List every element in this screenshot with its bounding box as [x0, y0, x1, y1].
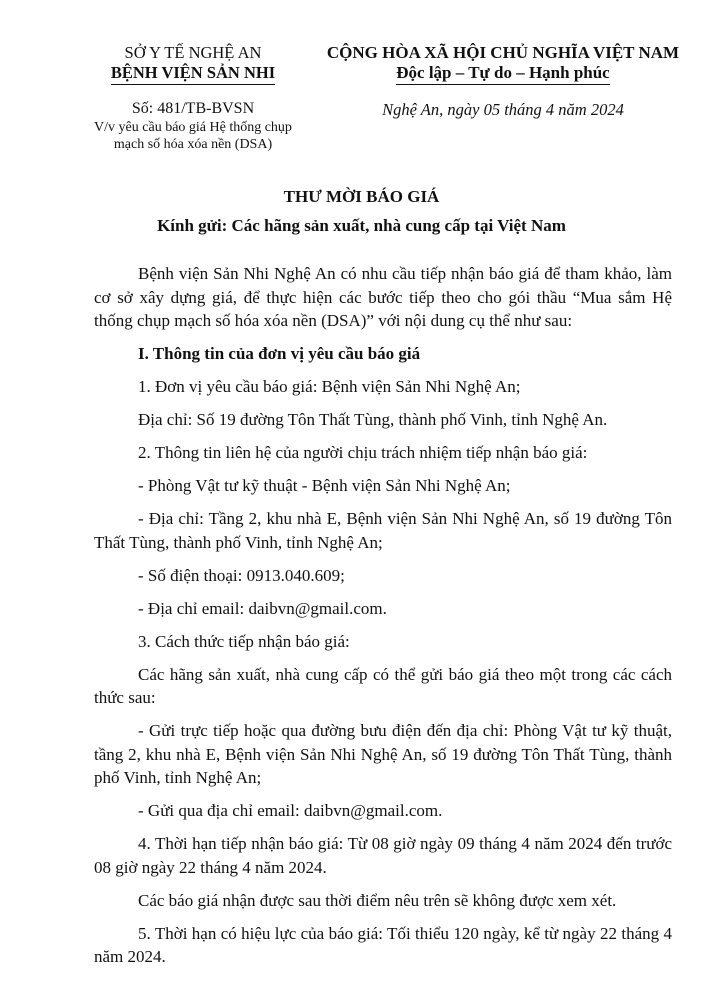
document-title: THƯ MỜI BÁO GIÁ — [283, 187, 440, 206]
body-paragraph: 1. Đơn vị yêu cầu báo giá: Bệnh viện Sản Nhi Nghệ An; — [138, 377, 521, 396]
document-date: Nghệ An, ngày 05 tháng 4 năm 2024 — [382, 100, 624, 119]
body-paragraph: 4. Thời hạn tiếp nhận báo giá: Từ 08 giờ ngày 09 tháng 4 năm 2024 đến trước 08 giờ ngày 22 tháng 4 năm 2024. — [94, 834, 672, 877]
body-paragraph: - Gửi trực tiếp hoặc qua đường bưu điện đến địa chỉ: Phòng Vật tư kỹ thuật, tầng 2, khu nhà E, Bệnh viện Sản Nhi Nghệ An, số 19 đường Tôn Thất Tùng, thành phố Vinh, tỉnh Nghệ An; — [94, 721, 672, 787]
issuer-block — [58, 43, 328, 153]
body-paragraph: - Gửi qua địa chỉ email: daibvn@gmail.com. — [138, 801, 443, 820]
body-paragraph: - Địa chỉ: Tầng 2, khu nhà E, Bệnh viện Sản Nhi Nghệ An, số 19 đường Tôn Thất Tùng, thành phố Vinh, tỉnh Nghệ An; — [94, 509, 672, 552]
intro-paragraph: Bệnh viện Sản Nhi Nghệ An có nhu cầu tiếp nhận báo giá để tham khảo, làm cơ sở xây dựng giá, để thực hiện các bước tiếp theo cho gói thầu “Mua sắm Hệ thống chụp mạch số hóa xóa nền (DSA)” với nội dung cụ thể như sau: — [94, 264, 672, 330]
subject-line-1: V/v yêu cầu báo giá Hệ thống chụp — [94, 120, 292, 135]
national-motto: Độc lập – Tự do – Hạnh phúc — [396, 63, 609, 85]
section-heading: I. Thông tin của đơn vị yêu cầu báo giá — [138, 344, 421, 363]
document-body — [94, 262, 672, 978]
national-heading — [302, 43, 704, 120]
body-paragraph: 3. Cách thức tiếp nhận báo giá: — [138, 631, 350, 651]
document-number: Số: 481/TB-BVSN — [131, 100, 255, 117]
hospital-name: BỆNH VIỆN SẢN NHI — [111, 63, 275, 85]
body-paragraph: - Số điện thoại: 0913.040.609; — [138, 565, 345, 585]
body-paragraph: 5. Thời hạn có hiệu lực của báo giá: Tối thiểu 120 ngày, kể từ ngày 22 tháng 4 năm 2024. — [94, 923, 672, 966]
department-name: SỞ Y TẾ NGHỆ AN — [124, 43, 262, 62]
body-paragraph: - Địa chỉ email: daibvn@gmail.com. — [138, 598, 387, 618]
body-paragraph: - Phòng Vật tư kỹ thuật - Bệnh viện Sản Nhi Nghệ An; — [138, 476, 511, 495]
body-paragraph: Các hãng sản xuất, nhà cung cấp có thể gửi báo giá theo một trong các cách thức sau: — [94, 664, 672, 707]
subject-line-2: mạch số hóa xóa nền (DSA) — [113, 137, 273, 152]
body-paragraph: Các báo giá nhận được sau thời điểm nêu trên sẽ không được xem xét. — [138, 890, 617, 910]
recipient-line: Kính gửi: Các hãng sản xuất, nhà cung cấp tại Việt Nam — [157, 216, 566, 235]
body-paragraph: Địa chỉ: Số 19 đường Tôn Thất Tùng, thành phố Vinh, tỉnh Nghệ An. — [138, 410, 608, 429]
country-name: CỘNG HÒA XÃ HỘI CHỦ NGHĨA VIỆT NAM — [326, 43, 680, 62]
body-paragraph: 2. Thông tin liên hệ của người chịu trách nhiệm tiếp nhận báo giá: — [138, 443, 588, 462]
